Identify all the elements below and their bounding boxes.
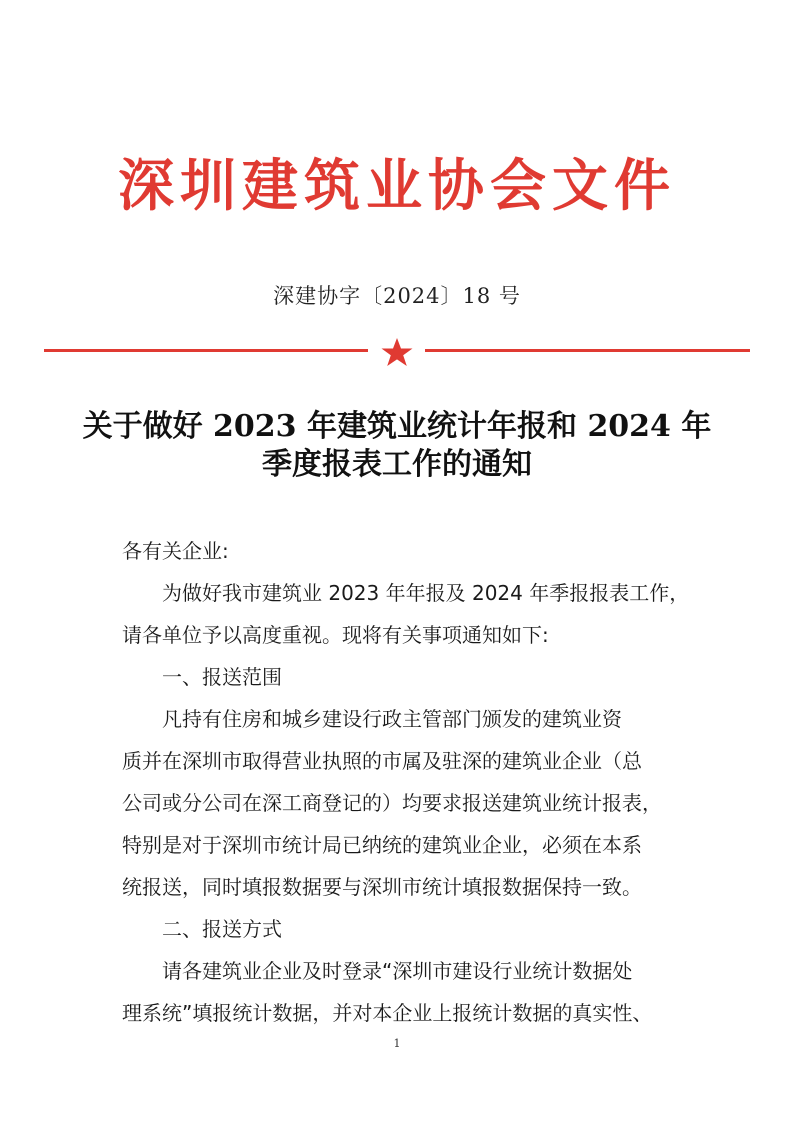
section-2-heading: 二、报送方式 — [162, 917, 282, 941]
section-1-line: 质并在深圳市取得营业执照的市属及驻深的建筑业企业（总 — [122, 749, 642, 773]
section-1-heading: 一、报送范围 — [162, 665, 282, 689]
notice-title-line-2: 季度报表工作的通知 — [262, 447, 532, 482]
section-1-line: 公司或分公司在深工商登记的）均要求报送建筑业统计报表， — [122, 791, 662, 815]
red-divider — [44, 337, 750, 367]
document-body — [122, 530, 690, 1034]
document-number: 深建协字〔2024〕18 号 — [273, 284, 521, 308]
star-icon — [379, 337, 415, 367]
notice-title — [80, 408, 714, 484]
section-2-line: 理系统”填报统计数据，并对本企业上报统计数据的真实性、 — [122, 1001, 653, 1025]
organization-title: 深圳建筑业协会文件 — [118, 153, 676, 219]
page-number: 1 — [393, 1037, 401, 1050]
salutation: 各有关企业: — [122, 539, 229, 563]
divider-line-right — [425, 349, 750, 352]
notice-title-line-1: 关于做好 2023 年建筑业统计年报和 2024 年 — [82, 409, 712, 444]
section-1-line: 特别是对于深圳市统计局已纳统的建筑业企业，必须在本系 — [122, 833, 642, 857]
section-2-line: 请各建筑业企业及时登录“深圳市建设行业统计数据处 — [162, 959, 633, 983]
section-1-line: 凡持有住房和城乡建设行政主管部门颁发的建筑业资 — [162, 707, 622, 731]
divider-line-left — [44, 349, 368, 352]
intro-line: 为做好我市建筑业 2023 年年报及 2024 年季报报表工作， — [162, 581, 690, 605]
section-1-line: 统报送，同时填报数据要与深圳市统计填报数据保持一致。 — [122, 875, 642, 899]
intro-line: 请各单位予以高度重视。现将有关事项通知如下: — [122, 623, 549, 647]
